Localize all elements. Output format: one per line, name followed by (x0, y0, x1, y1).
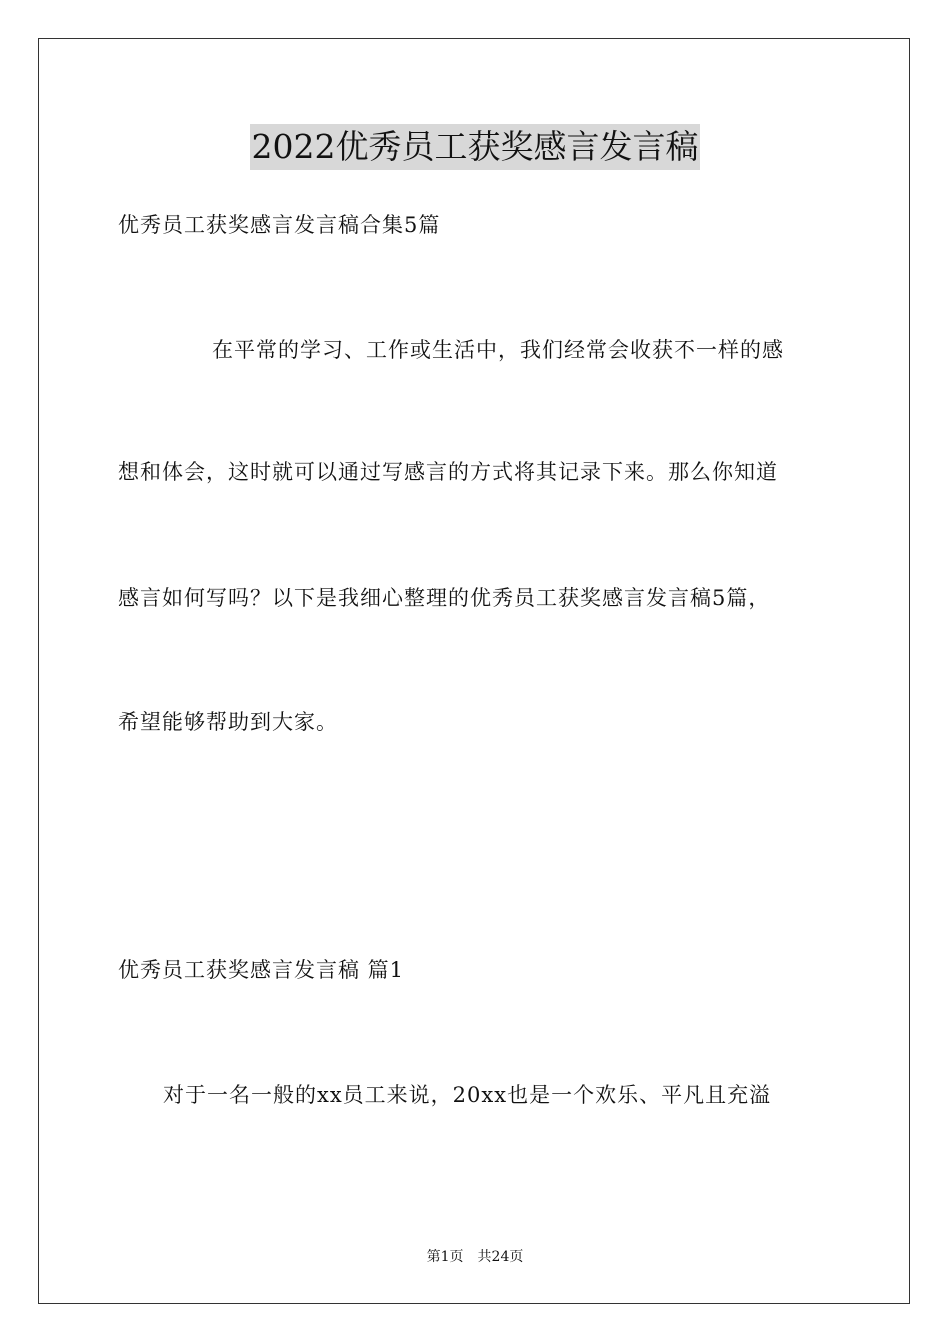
page-total: 共24页 (477, 1249, 524, 1265)
intro-paragraph-line-1: 在平常的学习、工作或生活中，我们经常会收获不一样的感 (212, 338, 784, 362)
intro-paragraph-line-2: 想和体会，这时就可以通过写感言的方式将其记录下来。那么你知道 (118, 460, 778, 484)
intro-paragraph-line-3: 感言如何写吗？以下是我细心整理的优秀员工获奖感言发言稿5篇， (118, 586, 771, 610)
document-title (0, 124, 950, 170)
collection-subtitle: 优秀员工获奖感言发言稿合集5篇 (118, 213, 441, 237)
page-footer (0, 1247, 950, 1267)
document-title-text: 2022优秀员工获奖感言发言稿 (250, 124, 701, 170)
page-number: 第1页 (426, 1249, 464, 1265)
section-heading-1: 优秀员工获奖感言发言稿 篇1 (118, 958, 405, 982)
section-1-paragraph-line-1: 对于一名一般的xx员工来说，20xx也是一个欢乐、平凡且充溢 (163, 1083, 772, 1107)
intro-paragraph-line-4: 希望能够帮助到大家。 (118, 710, 338, 734)
